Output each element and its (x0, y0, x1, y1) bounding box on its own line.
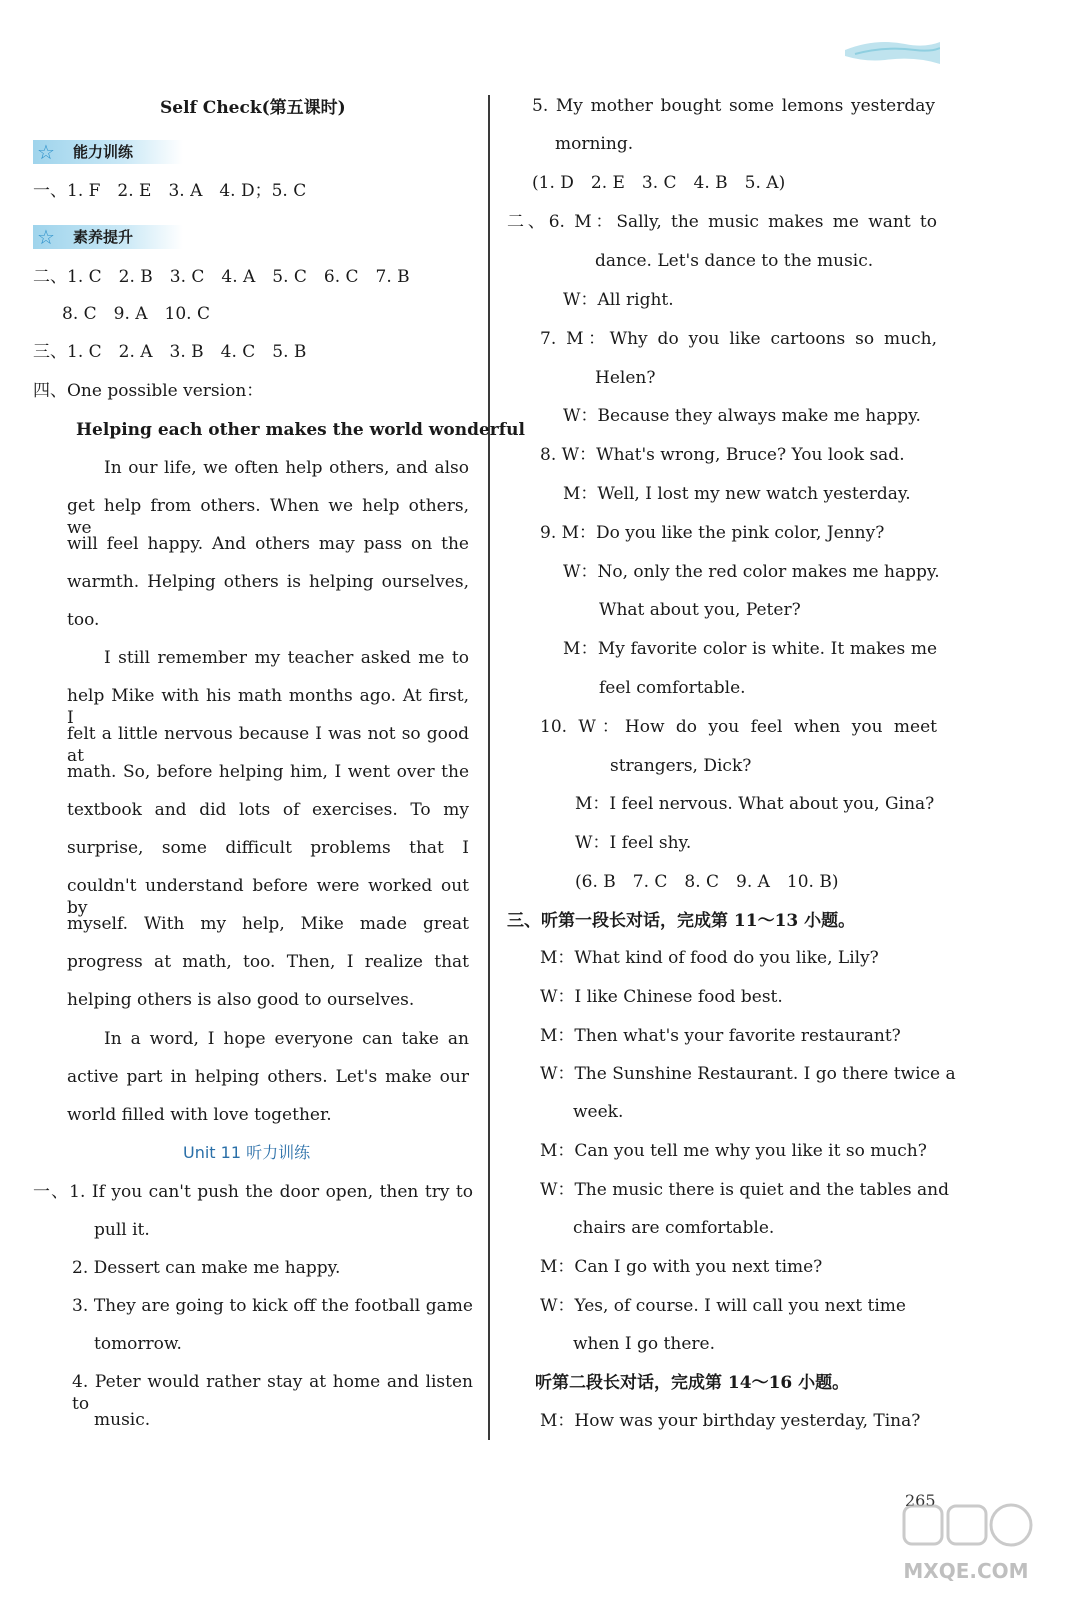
essay-line: help Mike with his math months ago. At first, I (67, 686, 469, 728)
answer-row: 四、One possible version： (33, 381, 264, 401)
script-line: week. (573, 1102, 624, 1122)
essay-line: felt a little nervous because I was not so good at (67, 724, 469, 766)
script-line: 7. M：Why do you like cartoons so much, (540, 329, 937, 349)
script-line: M：Can I go with you next time? (540, 1257, 823, 1277)
essay-line: myself. With my help, Mike made great (67, 914, 469, 934)
answer-row: (1. D 2. E 3. C 4. B 5. A) (532, 173, 786, 193)
script-line: M：Well, I lost my new watch yesterday. (563, 484, 911, 504)
star-icon: ☆ (37, 140, 55, 164)
page-number: 265 (905, 1491, 936, 1510)
listening-line: tomorrow. (94, 1334, 182, 1354)
section-heading: 三、听第一段长对话，完成第 11～13 小题。 (507, 911, 856, 931)
script-line: M：How was your birthday yesterday, Tina? (540, 1411, 921, 1431)
script-line: morning. (555, 134, 634, 154)
script-line: feel comfortable. (599, 678, 746, 698)
script-line: 9. M：Do you like the pink color, Jenny? (540, 523, 885, 543)
essay-line: I still remember my teacher asked me to (104, 648, 469, 668)
section-title: Self Check(第五课时) (160, 98, 346, 118)
essay-line: surprise, some difficult problems that I (67, 838, 469, 858)
banner-label: 能力训练 (73, 143, 134, 161)
answer-row: (6. B 7. C 8. C 9. A 10. B) (575, 872, 839, 892)
answer-row: 二、1. C 2. B 3. C 4. A 5. C 6. C 7. B (33, 267, 410, 287)
script-line: W：Yes, of course. I will call you next time (540, 1296, 906, 1316)
script-line: M：My favorite color is white. It makes me (563, 639, 937, 659)
essay-line: helping others is also good to ourselves. (67, 990, 415, 1010)
script-line: W：All right. (563, 290, 674, 310)
banner-label: 素养提升 (73, 228, 134, 246)
column-divider (488, 95, 490, 1440)
script-line: W：I like Chinese food best. (540, 987, 783, 1007)
listening-line: 一、1. If you can't push the door open, then try to (33, 1182, 473, 1202)
script-line: 二、6. M：Sally, the music makes me want to (507, 212, 937, 232)
script-line: M：What kind of food do you like, Lily? (540, 948, 879, 968)
listening-line: music. (94, 1410, 151, 1430)
script-line: 5. My mother bought some lemons yesterday (532, 96, 935, 116)
watermark-text: MXQE.COM (903, 1559, 1029, 1583)
section-heading: 听第二段长对话，完成第 14～16 小题。 (535, 1373, 850, 1393)
script-line: What about you, Peter? (599, 600, 801, 620)
listening-line: pull it. (94, 1220, 150, 1240)
listening-line: 4. Peter would rather stay at home and listen to (72, 1372, 473, 1414)
script-line: M：Then what's your favorite restaurant? (540, 1026, 901, 1046)
essay-line: textbook and did lots of exercises. To my (67, 800, 469, 820)
corner-wave-decoration (845, 38, 940, 68)
unit-title: Unit 11 听力训练 (183, 1143, 311, 1162)
essay-line: warmth. Helping others is helping ourselves, (67, 572, 469, 592)
answer-row: 8. C 9. A 10. C (62, 304, 210, 324)
script-line: M：I feel nervous. What about you, Gina? (575, 794, 935, 814)
essay-line: couldn't understand before were worked out by (67, 876, 469, 918)
essay-line: In a word, I hope everyone can take an (104, 1029, 469, 1049)
script-line: chairs are comfortable. (573, 1218, 775, 1238)
essay-title: Helping each other makes the world wonderful (76, 420, 525, 440)
essay-line: progress at math, too. Then, I realize that (67, 952, 469, 972)
answer-row: 一、1. F 2. E 3. A 4. D；5. C (33, 181, 307, 201)
script-line: W：The music there is quiet and the tables and (540, 1180, 949, 1200)
essay-line: math. So, before helping him, I went over the (67, 762, 469, 782)
essay-line: world filled with love together. (67, 1105, 332, 1125)
listening-line: 3. They are going to kick off the football game (72, 1296, 473, 1316)
script-line: when I go there. (573, 1334, 715, 1354)
banner-ability (33, 140, 183, 164)
answer-row: 三、1. C 2. A 3. B 4. C 5. B (33, 342, 307, 362)
banner-quality (33, 225, 183, 249)
script-line: dance. Let's dance to the music. (595, 251, 874, 271)
watermark-logo (886, 1500, 1046, 1590)
essay-line: In our life, we often help others, and also (104, 458, 469, 478)
script-line: W：The Sunshine Restaurant. I go there twice a (540, 1064, 956, 1084)
essay-line: active part in helping others. Let's make our (67, 1067, 469, 1087)
script-line: strangers, Dick? (610, 756, 752, 776)
script-line: 10. W：How do you feel when you meet (540, 717, 937, 737)
essay-line: get help from others. When we help others, we (67, 496, 469, 538)
script-line: 8. W：What's wrong, Bruce? You look sad. (540, 445, 905, 465)
essay-line: will feel happy. And others may pass on the (67, 534, 469, 554)
script-line: W：I feel shy. (575, 833, 692, 853)
star-icon: ☆ (37, 225, 55, 249)
script-line: M：Can you tell me why you like it so much? (540, 1141, 927, 1161)
listening-line: 2. Dessert can make me happy. (72, 1258, 341, 1278)
script-line: W：No, only the red color makes me happy. (563, 562, 940, 582)
essay-line: too. (67, 610, 100, 630)
script-line: Helen? (595, 368, 656, 388)
script-line: W：Because they always make me happy. (563, 406, 921, 426)
